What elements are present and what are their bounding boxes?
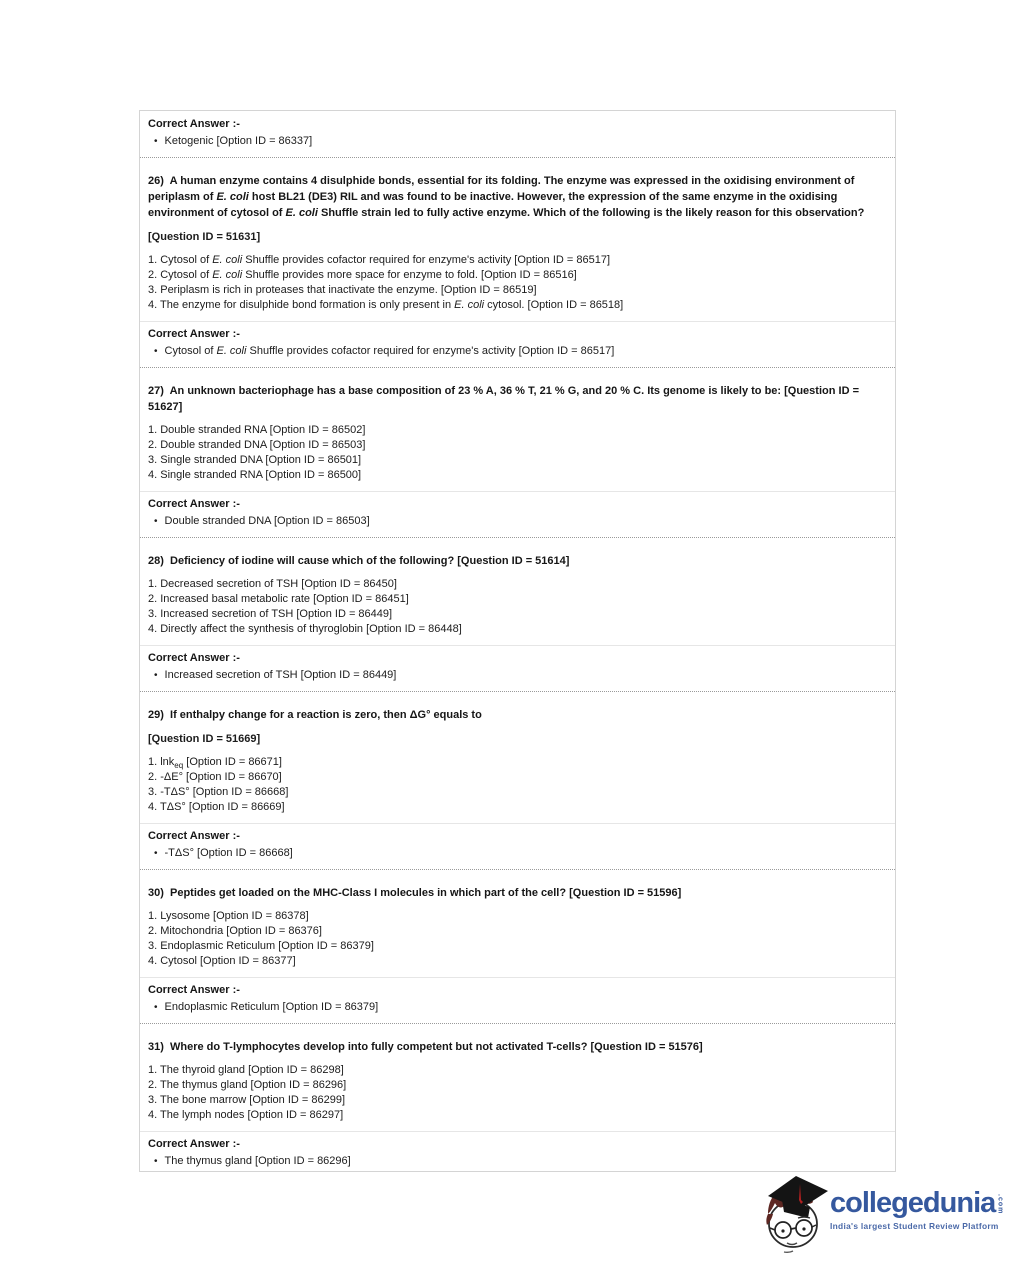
correct-answer-block [140,823,895,869]
correct-answer-label: Correct Answer :- [148,1138,240,1150]
option-item: 1. Double stranded RNA [Option ID = 86502] [148,424,366,436]
correct-answer-block [140,491,895,537]
question-text: 27) An unknown bacteriophage has a base composition of 23 % A, 36 % T, 21 % G, and 20 % C. Its genome is likely to be: [Question ID = 51627] [148,385,859,413]
option-item: 1. Cytosol of E. coli Shuffle provides cofactor required for enzyme's activity [Option ID = 86517] [148,254,611,266]
option-item: 4. The enzyme for disulphide bond formation is only present in E. coli cytosol. [Option ID = 86518] [148,299,624,311]
logo-text [830,1176,1003,1231]
options-list [148,577,887,637]
option-item: 4. Single stranded RNA [Option ID = 86500] [148,469,362,481]
section-divider [140,537,895,538]
option-item: 3. Increased secretion of TSH [Option ID = 86449] [148,608,393,620]
option-item: 4. Cytosol [Option ID = 86377] [148,955,296,967]
answer-text: -TΔS° [Option ID = 86668] [164,847,293,859]
correct-answer-value [148,514,887,529]
option-item: 3. Single stranded DNA [Option ID = 86501] [148,454,362,466]
option-item: 4. TΔS° [Option ID = 86669] [148,801,285,813]
correct-answer-value [148,846,887,861]
answer-text: Ketogenic [Option ID = 86337] [164,135,313,147]
correct-answer-label: Correct Answer :- [148,498,240,510]
section-divider [140,691,895,692]
option-item: 2. The thymus gland [Option ID = 86296] [148,1079,347,1091]
option-item: 2. Double stranded DNA [Option ID = 86503] [148,439,366,451]
option-item: 3. Periplasm is rich in proteases that inactivate the enzyme. [Option ID = 86519] [148,284,537,296]
options-list [148,423,887,483]
question-text: 29) If enthalpy change for a reaction is zero, then ΔG° equals to [148,709,482,721]
question-id: [Question ID = 51669] [148,733,261,745]
bullet-icon: • [154,1156,158,1167]
section-divider [140,1023,895,1024]
brand-name: collegedunia [830,1187,996,1219]
correct-answer-label: Correct Answer :- [148,328,240,340]
correct-answer-block [140,321,895,367]
options-list [148,909,887,969]
section-divider [140,869,895,870]
correct-answer-value [148,1154,887,1169]
section-divider [140,157,895,158]
option-item: 3. Endoplasmic Reticulum [Option ID = 86379] [148,940,374,952]
correct-answer-label: Correct Answer :- [148,652,240,664]
option-item: 4. The lymph nodes [Option ID = 86297] [148,1109,344,1121]
question-block-26 [140,173,895,368]
answer-text: Endoplasmic Reticulum [Option ID = 86379] [164,1001,379,1013]
correct-answer-label: Correct Answer :- [148,984,240,996]
question-text: 28) Deficiency of iodine will cause which of the following? [Question ID = 51614] [148,555,570,567]
options-list [148,253,887,313]
question-block-27 [140,383,895,538]
correct-answer-value [148,344,887,359]
bullet-icon: • [154,1002,158,1013]
bullet-icon: • [154,346,158,357]
mascot-icon [760,1176,830,1259]
correct-answer-block [140,977,895,1023]
question-block-29 [140,707,895,870]
question-block-31 [140,1039,895,1172]
bullet-icon: • [154,516,158,527]
question-text: 30) Peptides get loaded on the MHC-Class I molecules in which part of the cell? [Question ID = 51596] [148,887,682,899]
correct-answer-block [140,111,895,157]
question-block-28 [140,553,895,692]
option-item: 2. Cytosol of E. coli Shuffle provides more space for enzyme to fold. [Option ID = 86516] [148,269,577,281]
bullet-icon: • [154,136,158,147]
option-item: 2. -ΔE° [Option ID = 86670] [148,771,282,783]
bullet-icon: • [154,670,158,681]
brand-domain: .com [996,1194,1004,1215]
answer-text: The thymus gland [Option ID = 86296] [164,1155,351,1167]
option-item: 3. The bone marrow [Option ID = 86299] [148,1094,345,1106]
option-item: 1. Decreased secretion of TSH [Option ID = 86450] [148,578,397,590]
option-item: 1. The thyroid gland [Option ID = 86298] [148,1064,344,1076]
option-item: 3. -TΔS° [Option ID = 86668] [148,786,289,798]
question-text: 26) A human enzyme contains 4 disulphide bonds, essential for its folding. The enzyme was expressed in the oxidising environment of periplasm of E. coli host BL21 (DE3) RIL and was found to be inactive. However, the expression of the same enzyme in the oxidising environment of cytosol of E. coli Shuffle strain led to fully active enzyme. Which of the following is the likely reason for this observation? [148,175,865,219]
answer-text: Increased secretion of TSH [Option ID = 86449] [164,669,397,681]
section-divider [140,367,895,368]
options-list [148,755,887,815]
correct-answer-value [148,1000,887,1015]
option-item: 1. Lysosome [Option ID = 86378] [148,910,309,922]
correct-answer-block [140,1131,895,1172]
option-item: 2. Increased basal metabolic rate [Option ID = 86451] [148,593,409,605]
correct-answer-value [148,134,887,149]
correct-answer-label: Correct Answer :- [148,118,240,130]
option-item: 2. Mitochondria [Option ID = 86376] [148,925,322,937]
question-id: [Question ID = 51631] [148,231,261,243]
correct-answer-block [140,645,895,691]
correct-answer-label: Correct Answer :- [148,830,240,842]
options-list [148,1063,887,1123]
answer-text: Double stranded DNA [Option ID = 86503] [164,515,370,527]
option-item: 4. Directly affect the synthesis of thyroglobin [Option ID = 86448] [148,623,462,635]
answer-text: Cytosol of E. coli Shuffle provides cofactor required for enzyme's activity [Option ID = 86517] [164,345,615,357]
brand-tagline: India's largest Student Review Platform [830,1221,999,1231]
bullet-icon: • [154,848,158,859]
answer-key-document [139,110,896,1172]
collegedunia-logo [760,1176,1003,1259]
correct-answer-value [148,668,887,683]
question-text: 31) Where do T-lymphocytes develop into fully competent but not activated T-cells? [Question ID = 51576] [148,1041,703,1053]
question-block-30 [140,885,895,1024]
option-item: 1. lnk$_{eq}$ [Option ID = 86671] [148,756,282,771]
